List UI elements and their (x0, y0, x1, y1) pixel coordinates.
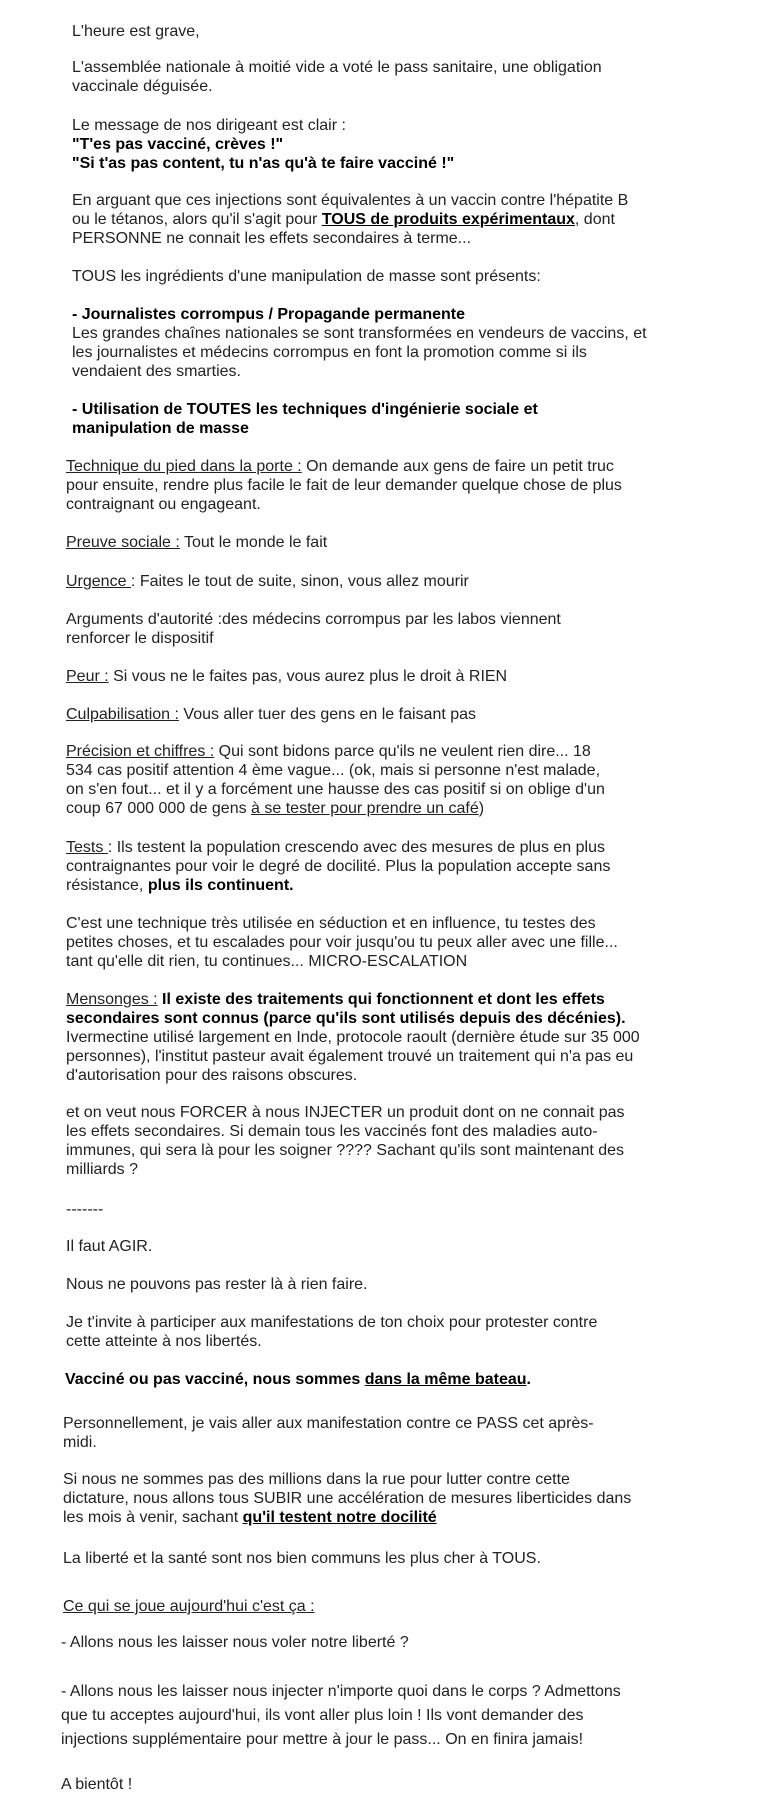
technique-label: Peur : (66, 668, 109, 685)
question-2: - Allons nous les laisser nous injecter n'importe quoi dans le corps ? Admettons que tu acceptes aujourd'hui, ils vont aller plus loin ! Ils vont demander des injections supplémentaire pour mettre à jour le pass... On en finira jamais! (61, 1683, 621, 1748)
act-paragraph: Il faut AGIR. (66, 1238, 153, 1255)
social-engineering-heading: - Utilisation de TOUTES les techniques d'ingénierie sociale et manipulation de masse (72, 401, 538, 437)
arguing-emphasis: TOUS de produits expérimentaux (321, 211, 575, 228)
technique-label: Urgence (66, 573, 131, 590)
separator: ------- (66, 1201, 104, 1218)
journalists-heading: - Journalistes corrompus / Propagande permanente (72, 306, 465, 323)
quote-2: "Si t'as pas content, tu n'as qu'à te faire vacciné !" (72, 155, 455, 172)
seduction-paragraph: C'est une technique très utilisée en séduction et en influence, tu testes des petites choses, et tu escalades pour voir jusqu'ou tu peux aller avec une fille... tant qu'elle dit rien, tu continues... MICRO-ESCALATION (66, 915, 618, 970)
lies-bold: Il existe des traitements qui fonctionnent et dont les effets secondaires sont connus (parce qu'ils sont utilisés depuis des décénies). (66, 991, 626, 1027)
technique-text: : Ils testent la population crescendo avec des mesures de plus en plus contraignantes pour voir le degré de docilité. Plus la population accepte sans résistance, (66, 839, 611, 894)
technique-text: Qui sont bidons parce qu'ils ne veulent rien dire... 18 534 cas positif attention 4 ème vague... (ok, mais si personne n'est malade, on s'en fout... et il y a forcément une hausse des cas positif si on oblige d'un coup 67 000 000 de gens (66, 743, 605, 817)
message-intro: Le message de nos dirigeant est clair : (72, 117, 346, 134)
personally-paragraph: Personnellement, je vais aller aux manifestation contre ce PASS cet après-midi. (63, 1415, 594, 1451)
quote-1: "T'es pas vacciné, crèves !" (72, 136, 284, 153)
technique-text: Vous aller tuer des gens en le faisant pas (178, 706, 477, 723)
cafe-link-text: à se tester pour prendre un café (251, 800, 479, 817)
signoff: A bientôt ! (61, 1776, 133, 1793)
technique-label: Preuve sociale : (66, 534, 180, 551)
lies-paragraph (66, 990, 641, 1085)
message-paragraph (72, 116, 647, 173)
technique-label: Précision et chiffres : (66, 743, 215, 760)
technique-guilt (66, 705, 641, 724)
millions-paragraph (63, 1470, 638, 1527)
journalists-section (72, 305, 647, 381)
technique-fear (66, 667, 641, 686)
boat-paragraph (65, 1370, 640, 1389)
technique-text: Si vous ne le faites pas, vous aurez plus le droit à RIEN (108, 668, 508, 685)
technique-text: On demande aux gens de faire un petit truc pour ensuite, rendre plus facile le fait de leur demander quelque chose de plus contraignant ou engageant. (66, 458, 622, 513)
forced-paragraph: et on veut nous FORCER à nous INJECTER un produit dont on ne connait pas les effets secondaires. Si demain tous les vaccinés font des maladies auto-immunes, qui sera là pour les soigner ???? Sachant qu'ils sont maintenant des milliards ? (66, 1104, 625, 1178)
at-stake-text: Ce qui se joue aujourd'hui c'est ça : (63, 1598, 315, 1615)
technique-foot (66, 457, 641, 514)
technique-precision (66, 742, 621, 818)
arguing-text-end: , dont PERSONNE ne connait les effets secondaires à terme... (72, 211, 615, 247)
technique-social (66, 533, 641, 552)
millions-text: Si nous ne sommes pas des millions dans la rue pour lutter contre cette dictature, nous allons tous SUBIR une accélération de mesures liberticides dans les mois à venir, sachant (63, 1471, 632, 1526)
technique-bold: plus ils continuent. (147, 877, 294, 894)
question-1: - Allons nous les laisser nous voler notre liberté ? (61, 1634, 409, 1651)
boat-text: Vacciné ou pas vacciné, nous sommes (65, 1371, 365, 1388)
cannot-stay-paragraph: Nous ne pouvons pas rester là à rien faire. (66, 1276, 368, 1293)
technique-label: Technique du pied dans la porte : (66, 458, 302, 475)
millions-emphasis: qu'il testent notre docilité (242, 1509, 437, 1526)
ingredients-paragraph: TOUS les ingrédients d'une manipulation de masse sont présents: (72, 268, 541, 285)
technique-urgency (66, 572, 641, 591)
arguing-paragraph (72, 191, 647, 248)
boat-end: . (526, 1371, 531, 1388)
technique-text-end: ) (478, 800, 485, 817)
technique-text: Tout le monde le fait (179, 534, 328, 551)
technique-text: : Faites le tout de suite, sinon, vous allez mourir (130, 573, 469, 590)
technique-label: Culpabilisation : (66, 706, 179, 723)
lies-label: Mensonges : (66, 991, 158, 1008)
assembly-paragraph: L'assemblée nationale à moitié vide a voté le pass sanitaire, une obligation vaccinale déguisée. (72, 59, 602, 95)
arguing-text: En arguant que ces injections sont équivalentes à un vaccin contre l'hépatite B ou le tétanos, alors qu'il s'agit pour (72, 192, 629, 228)
boat-emphasis: dans la même bateau (364, 1371, 527, 1388)
invite-paragraph: Je t'invite à participer aux manifestations de ton choix pour protester contre cette atteinte à nos libertés. (66, 1314, 598, 1350)
freedom-paragraph: La liberté et la santé sont nos bien communs les plus cher à TOUS. (63, 1550, 541, 1567)
lies-text: Ivermectine utilisé largement en Inde, protocole raoult (dernière étude sur 35 000 personnes), l'institut pasteur avait également trouvé un traitement qui n'a pas eu d'autorisation pour des raisons obscures. (66, 1029, 640, 1084)
at-stake-heading (63, 1597, 638, 1616)
technique-authority: Arguments d'autorité :des médecins corrompus par les labos viennent renforcer le dispositif (66, 611, 561, 647)
journalists-text: Les grandes chaînes nationales se sont transformées en vendeurs de vaccins, et les journalistes et médecins corrompus en font la promotion comme si ils vendaient des smarties. (72, 325, 647, 380)
greeting: L'heure est grave, (72, 23, 200, 40)
technique-label: Tests (66, 839, 108, 856)
technique-tests (66, 838, 641, 895)
